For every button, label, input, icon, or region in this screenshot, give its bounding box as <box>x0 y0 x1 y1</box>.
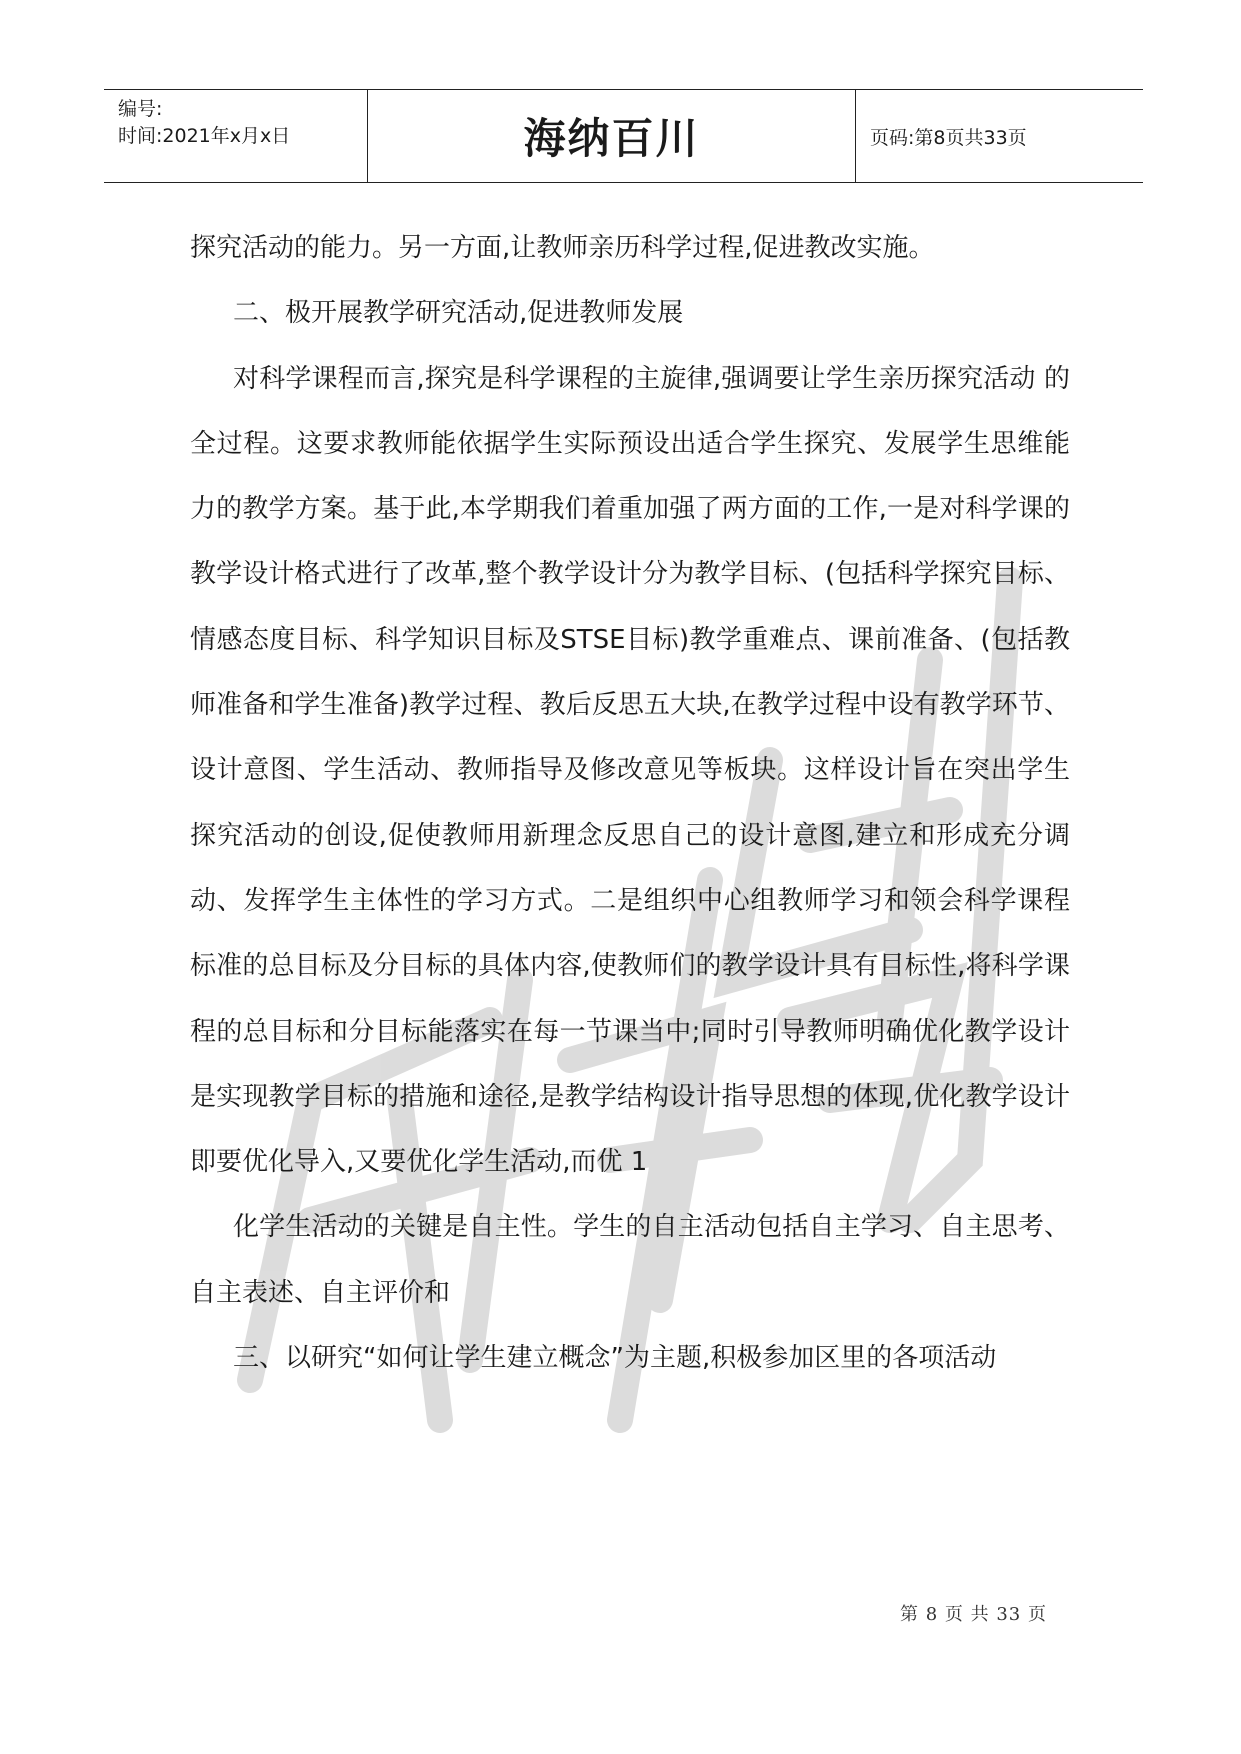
header-title-cell <box>368 90 856 182</box>
document-time-label: 时间:2021年x月x日 <box>118 125 291 147</box>
header-title: 海纳百川 <box>523 114 700 163</box>
header-info-cell <box>104 90 368 182</box>
paragraph-main: 对科学课程而言,探究是科学课程的主旋律,强调要让学生亲历探究活动 的全过程。这要求教师能依据学生实际预设出适合学生探究、发展学生思维能力的教学方案。基于此,本学期我们着重加强了两方面的工作,一是对科学课的教学设计格式进行了改革,整个教学设计分为教学目标、(包括科学探究目标、情感态度目标、科学知识目标及STSE目标)教学重难点、课前准备、(包括教师准备和学生准备)教学过程、教后反思五大块,在教学过程中设有教学环节、设计意图、学生活动、教师指导及修改意见等板块。这样设计旨在突出学生探究活动的创设,促使教师用新理念反思自己的设计意图,建立和形成充分调动、发挥学生主体性的学习方式。二是组织中心组教师学习和领会科学课程标准的总目标及分目标的具体内容,使教师们的教学设计具有目标性,将科学课程的总目标和分目标能落实在每一节课当中;同时引导教师明确优化教学设计是实现教学目标的措施和途径,是教学结构设计指导思想的体现,优化教学设计即要优化导入,又要优化学生活动,而优 1 <box>190 363 1070 1178</box>
document-number-label: 编号: <box>118 98 163 120</box>
paragraph-autonomy: 化学生活动的关键是自主性。学生的自主活动包括自主学习、自主思考、自主表述、自主评价和 <box>190 1212 1070 1308</box>
header-page-label: 页码:第8页共33页 <box>870 126 1027 149</box>
page-footer: 第 8 页 共 33 页 <box>900 1604 1047 1625</box>
header-table <box>104 89 1143 183</box>
section-heading-3: 三、以研究“如何让学生建立概念”为主题,积极参加区里的各项活动 <box>233 1343 997 1374</box>
section-heading-2: 二、极开展教学研究活动,促进教师发展 <box>233 298 684 329</box>
paragraph-continuation: 探究活动的能力。另一方面,让教师亲历科学过程,促进教改实施。 <box>190 233 935 263</box>
document-body <box>190 216 1070 1391</box>
header-page-cell <box>856 90 1143 182</box>
